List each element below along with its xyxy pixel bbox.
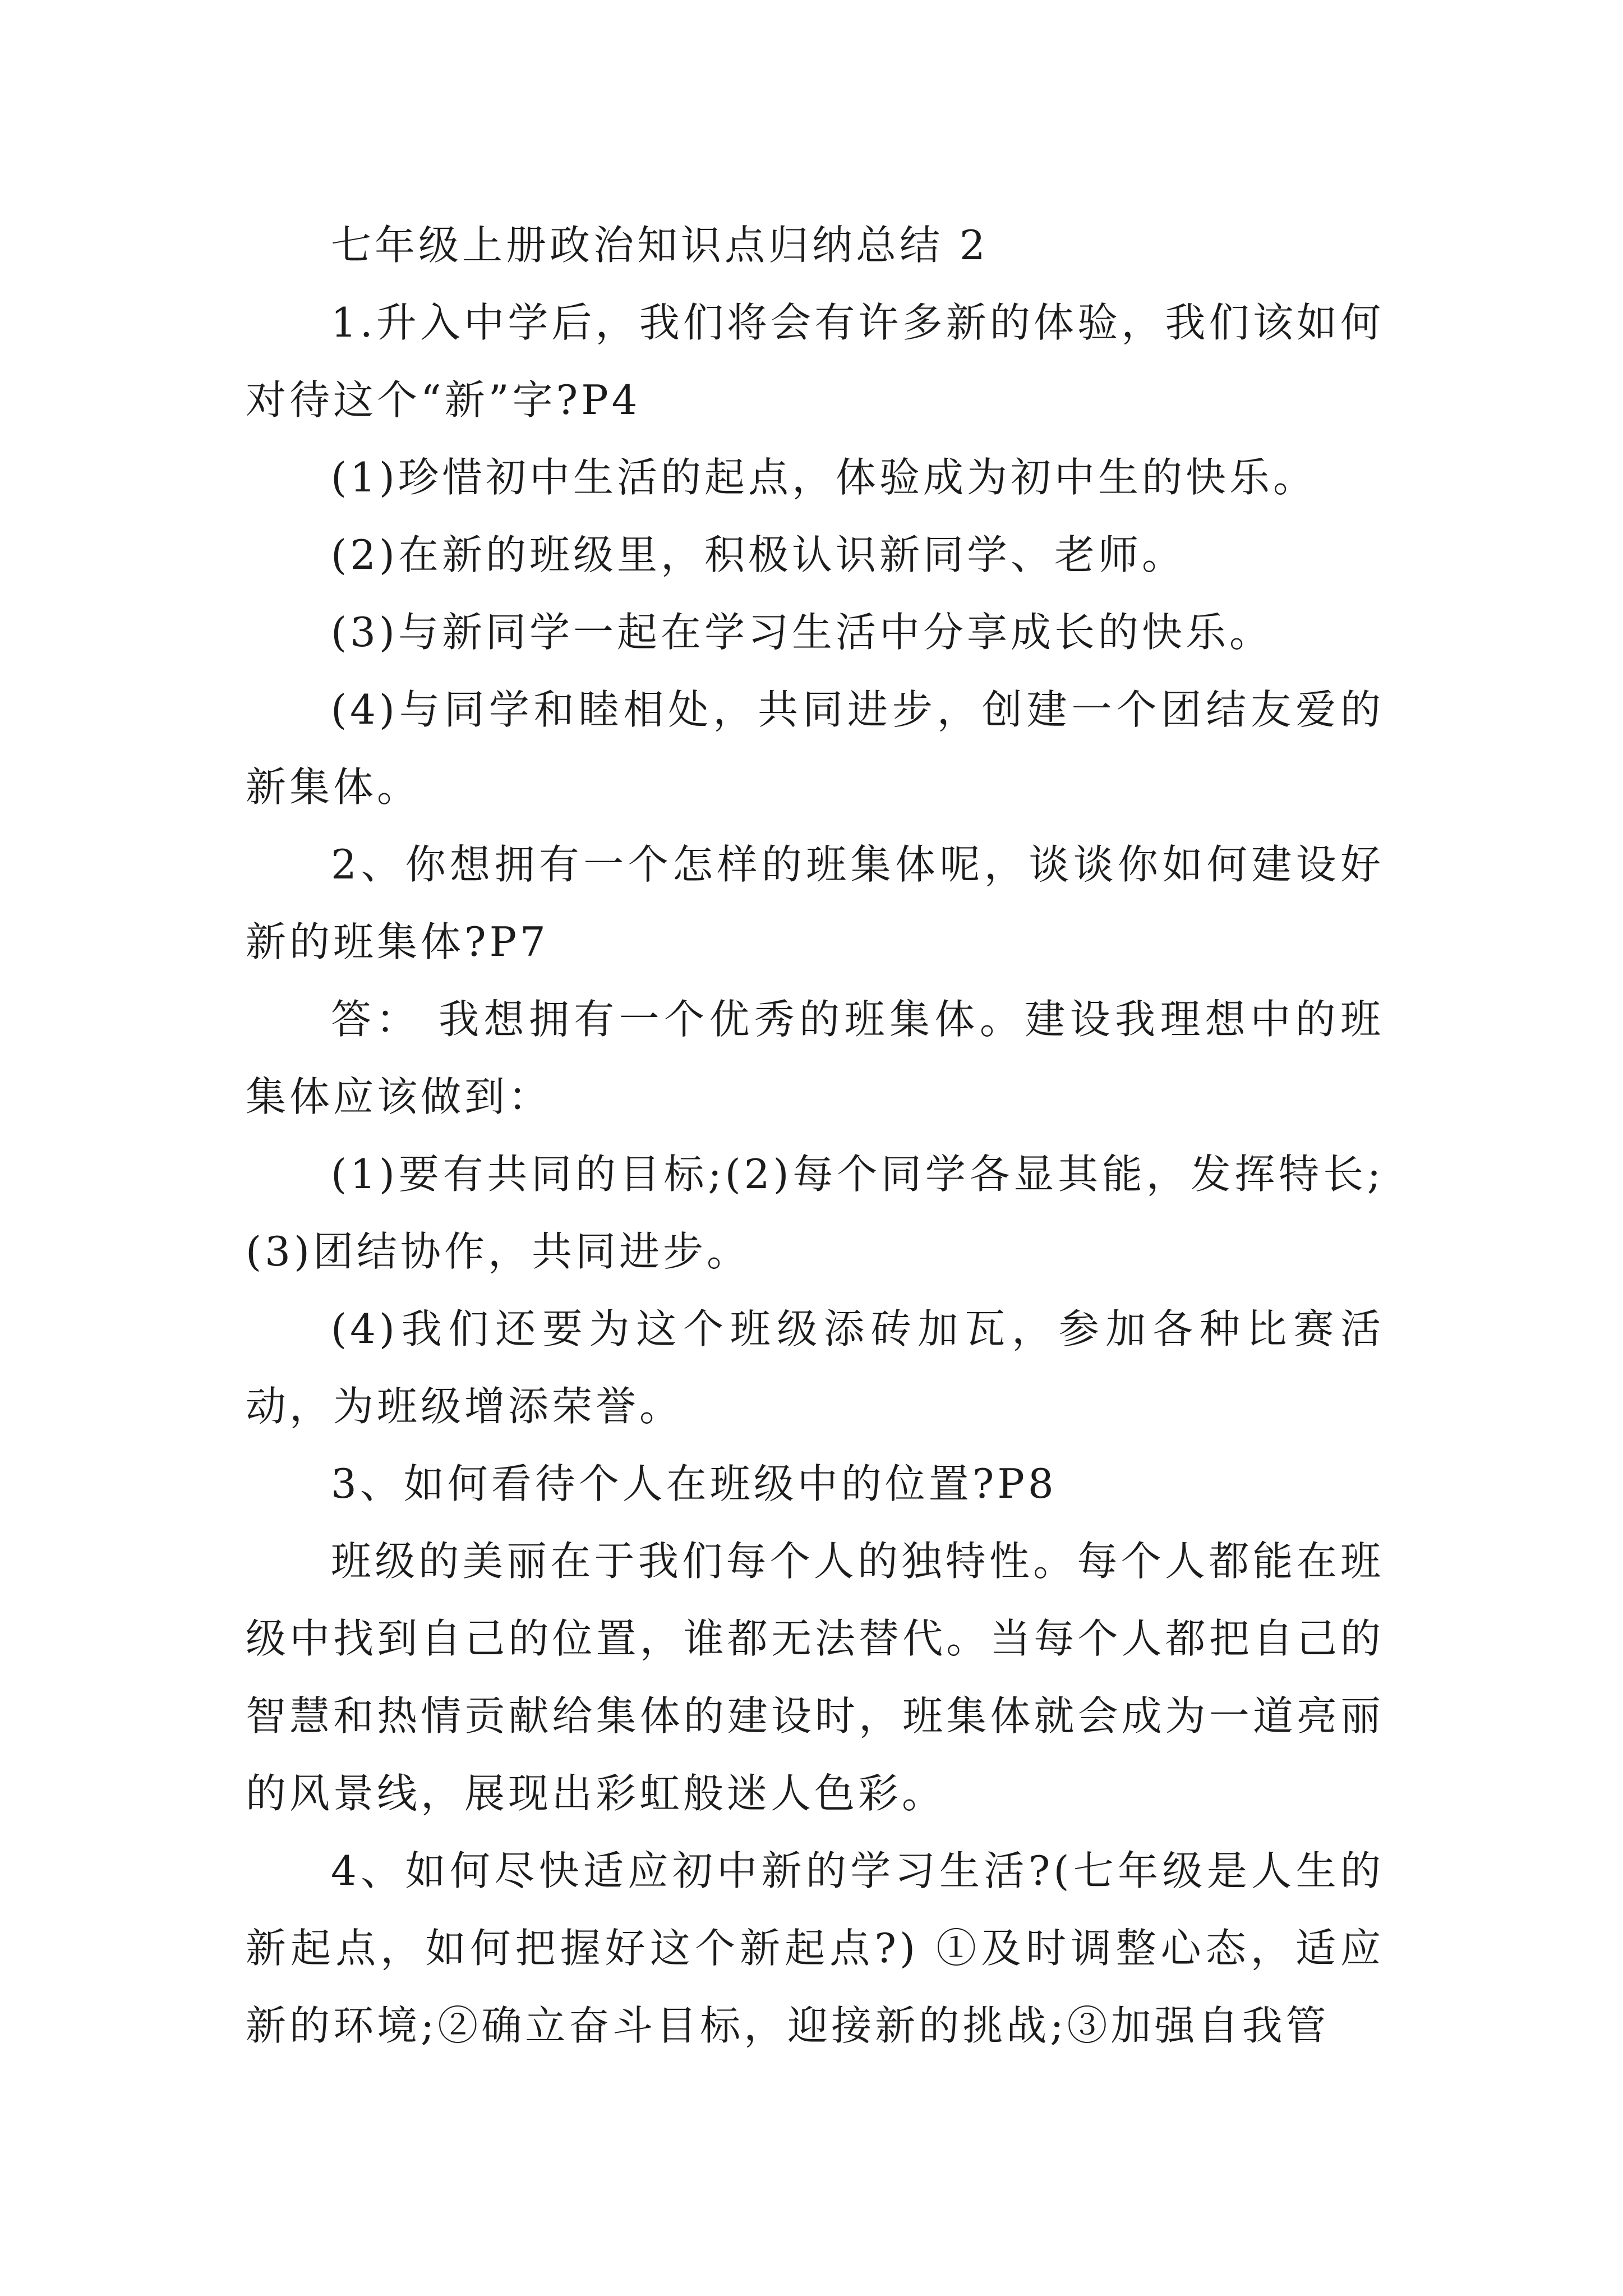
paragraph-q1-point2: (2)在新的班级里，积极认识新同学、老师。 [331, 531, 1186, 578]
paragraph-q4: 4、如何尽快适应初中新的学习生活?(七年级是人生的新起点，如何把握好这个新起点?) ①及时调整心态，适应新的环境;②确立奋斗目标，迎接新的挑战;③加强自我管 [246, 1847, 1384, 2049]
paragraph-q2-points: (1)要有共同的目标;(2)每个同学各显其能，发挥特长;(3)团结协作，共同进步。 [246, 1151, 1384, 1275]
paragraph-q2: 2、你想拥有一个怎样的班集体呢，谈谈你如何建设好新的班集体?P7 [246, 841, 1384, 965]
paragraph-q2-answer: 答： 我想拥有一个优秀的班集体。建设我理想中的班集体应该做到： [246, 996, 1384, 1120]
paragraph-q1-point4: (4)与同学和睦相处，共同进步，创建一个团结友爱的新集体。 [246, 686, 1384, 811]
paragraph-q2-point4: (4)我们还要为这个班级添砖加瓦，参加各种比赛活动，为班级增添荣誉。 [246, 1305, 1384, 1430]
paragraph-q3: 3、如何看待个人在班级中的位置?P8 [331, 1460, 1057, 1507]
document-title: 七年级上册政治知识点归纳总结 2 [331, 222, 989, 269]
paragraph-q1: 1.升入中学后，我们将会有许多新的体验，我们该如何对待这个“新”字?P4 [246, 299, 1384, 424]
paragraph-q3-answer: 班级的美丽在于我们每个人的独特性。每个人都能在班级中找到自己的位置，谁都无法替代。当每个人都把自己的智慧和热情贡献给集体的建设时，班集体就会成为一道亮丽的风景线，展现出彩虹般迷人色彩。 [246, 1538, 1384, 1817]
document-body [246, 206, 1384, 2064]
paragraph-q1-point1: (1)珍惜初中生活的起点，体验成为初中生的快乐。 [331, 454, 1317, 501]
paragraph-q1-point3: (3)与新同学一起在学习生活中分享成长的快乐。 [331, 609, 1273, 656]
